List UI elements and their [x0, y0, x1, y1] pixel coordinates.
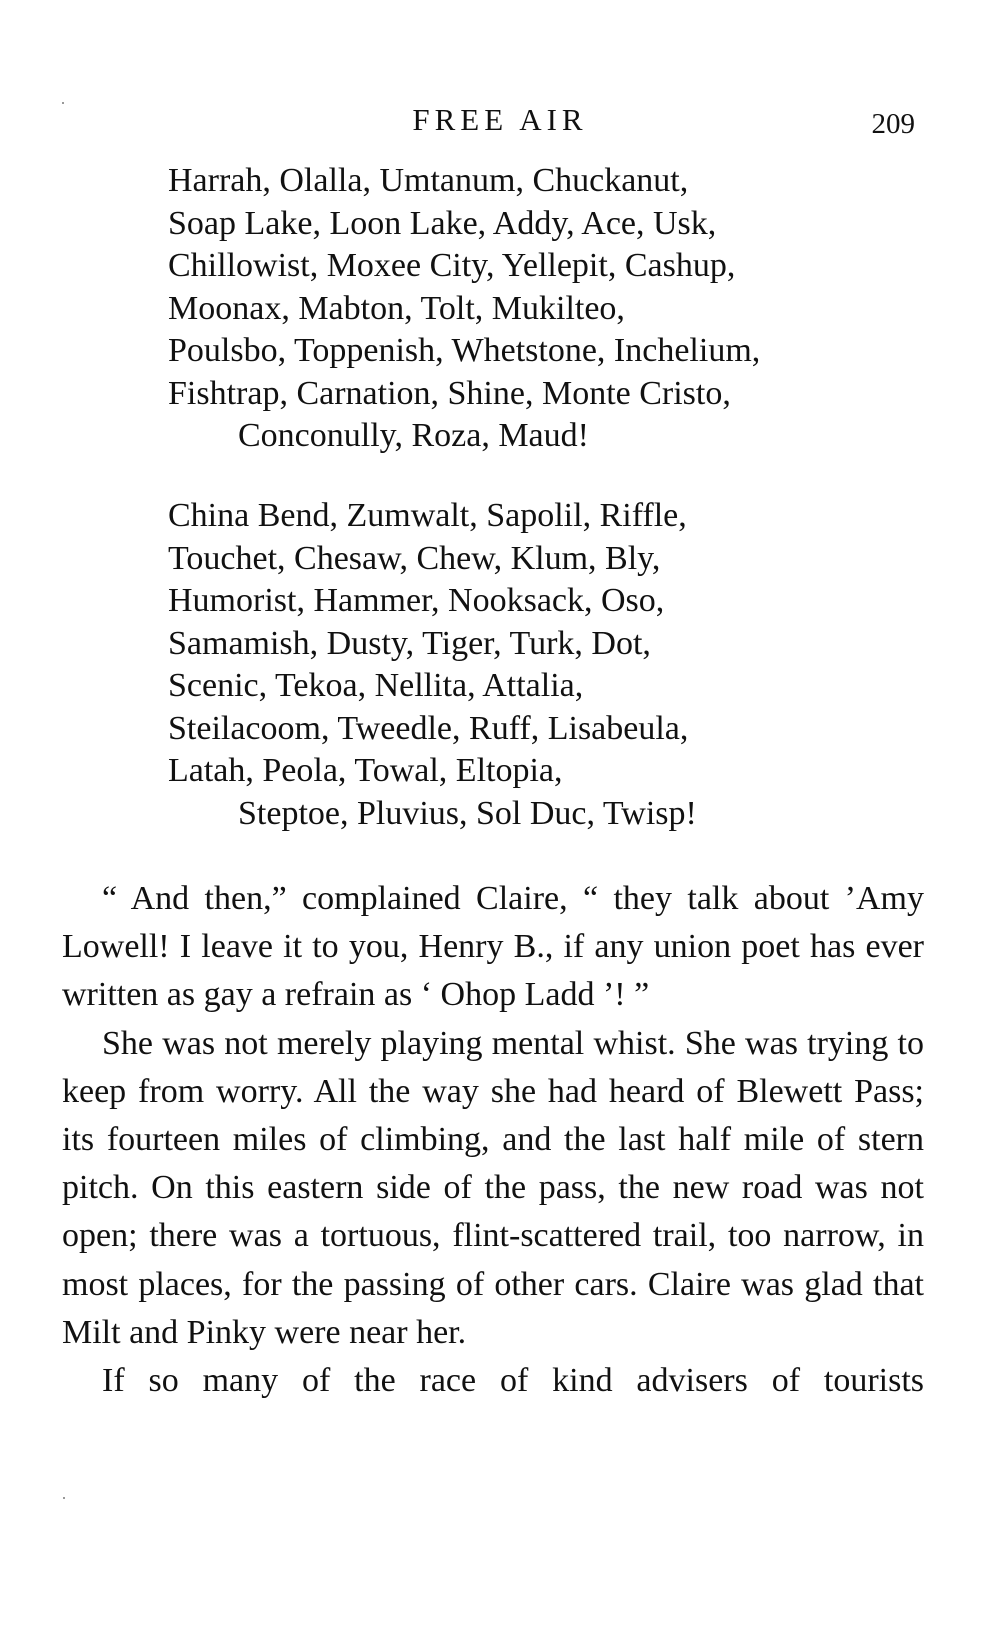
running-head [0, 98, 1000, 142]
verse-line: Moonax, Mabton, Tolt, Mukilteo, [168, 289, 625, 327]
verse-line: Steilacoom, Tweedle, Ruff, Lisabeula, [168, 709, 689, 747]
verse-line: Fishtrap, Carnation, Shine, Monte Cristo, [168, 374, 731, 412]
paragraph: If so many of the race of kind advisers of tourists [102, 1362, 924, 1400]
page-number: 209 [871, 108, 915, 140]
verse-line: China Bend, Zumwalt, Sapolil, Riffle, [168, 497, 687, 534]
poem-stanza-1 [168, 160, 928, 458]
verse-line: Touchet, Chesaw, Chew, Klum, Bly, [168, 539, 661, 577]
verse-line: Harrah, Olalla, Umtanum, Chuckanut, [168, 162, 689, 199]
prose-body [62, 875, 924, 1405]
paragraph: “ And then,” complained Claire, “ they talk about ’Amy Lowell! I leave it to you, Henry B., if any union poet has ever written as gay a refrain as ‘ Ohop Ladd ’! ” [62, 880, 924, 1014]
verse-line: Soap Lake, Loon Lake, Addy, Ace, Usk, [168, 204, 717, 242]
verse-line: Latah, Peola, Towal, Eltopia, [168, 752, 563, 789]
verse-line: Humorist, Hammer, Nooksack, Oso, [168, 582, 665, 619]
verse-line: Samamish, Dusty, Tiger, Turk, Dot, [168, 624, 651, 662]
verse-refrain: Conconully, Roza, Maud! [238, 417, 589, 454]
poem-stanza-2 [168, 495, 928, 835]
verse-refrain: Steptoe, Pluvius, Sol Duc, Twisp! [238, 794, 697, 832]
verse-line: Poulsbo, Toppenish, Whetstone, Inchelium, [168, 332, 761, 369]
verse-line: Scenic, Tekoa, Nellita, Attalia, [168, 667, 584, 704]
scan-speck [62, 102, 64, 104]
running-title: FREE AIR [412, 102, 588, 137]
verse-line: Chillowist, Moxee City, Yellepit, Cashup, [168, 247, 736, 284]
scan-speck [63, 1497, 65, 1499]
paragraph: She was not merely playing mental whist. She was trying to keep from worry. All the way she had heard of Blewett Pass; its fourteen miles of climbing, and the last half mile of stern pitch. On this eastern side of the pass, the new road was not open; there was a tortuous, flint-scattered trail, too narrow, in most places, for the passing of other cars. Claire was glad that Milt and Pinky were near her. [62, 1024, 924, 1351]
